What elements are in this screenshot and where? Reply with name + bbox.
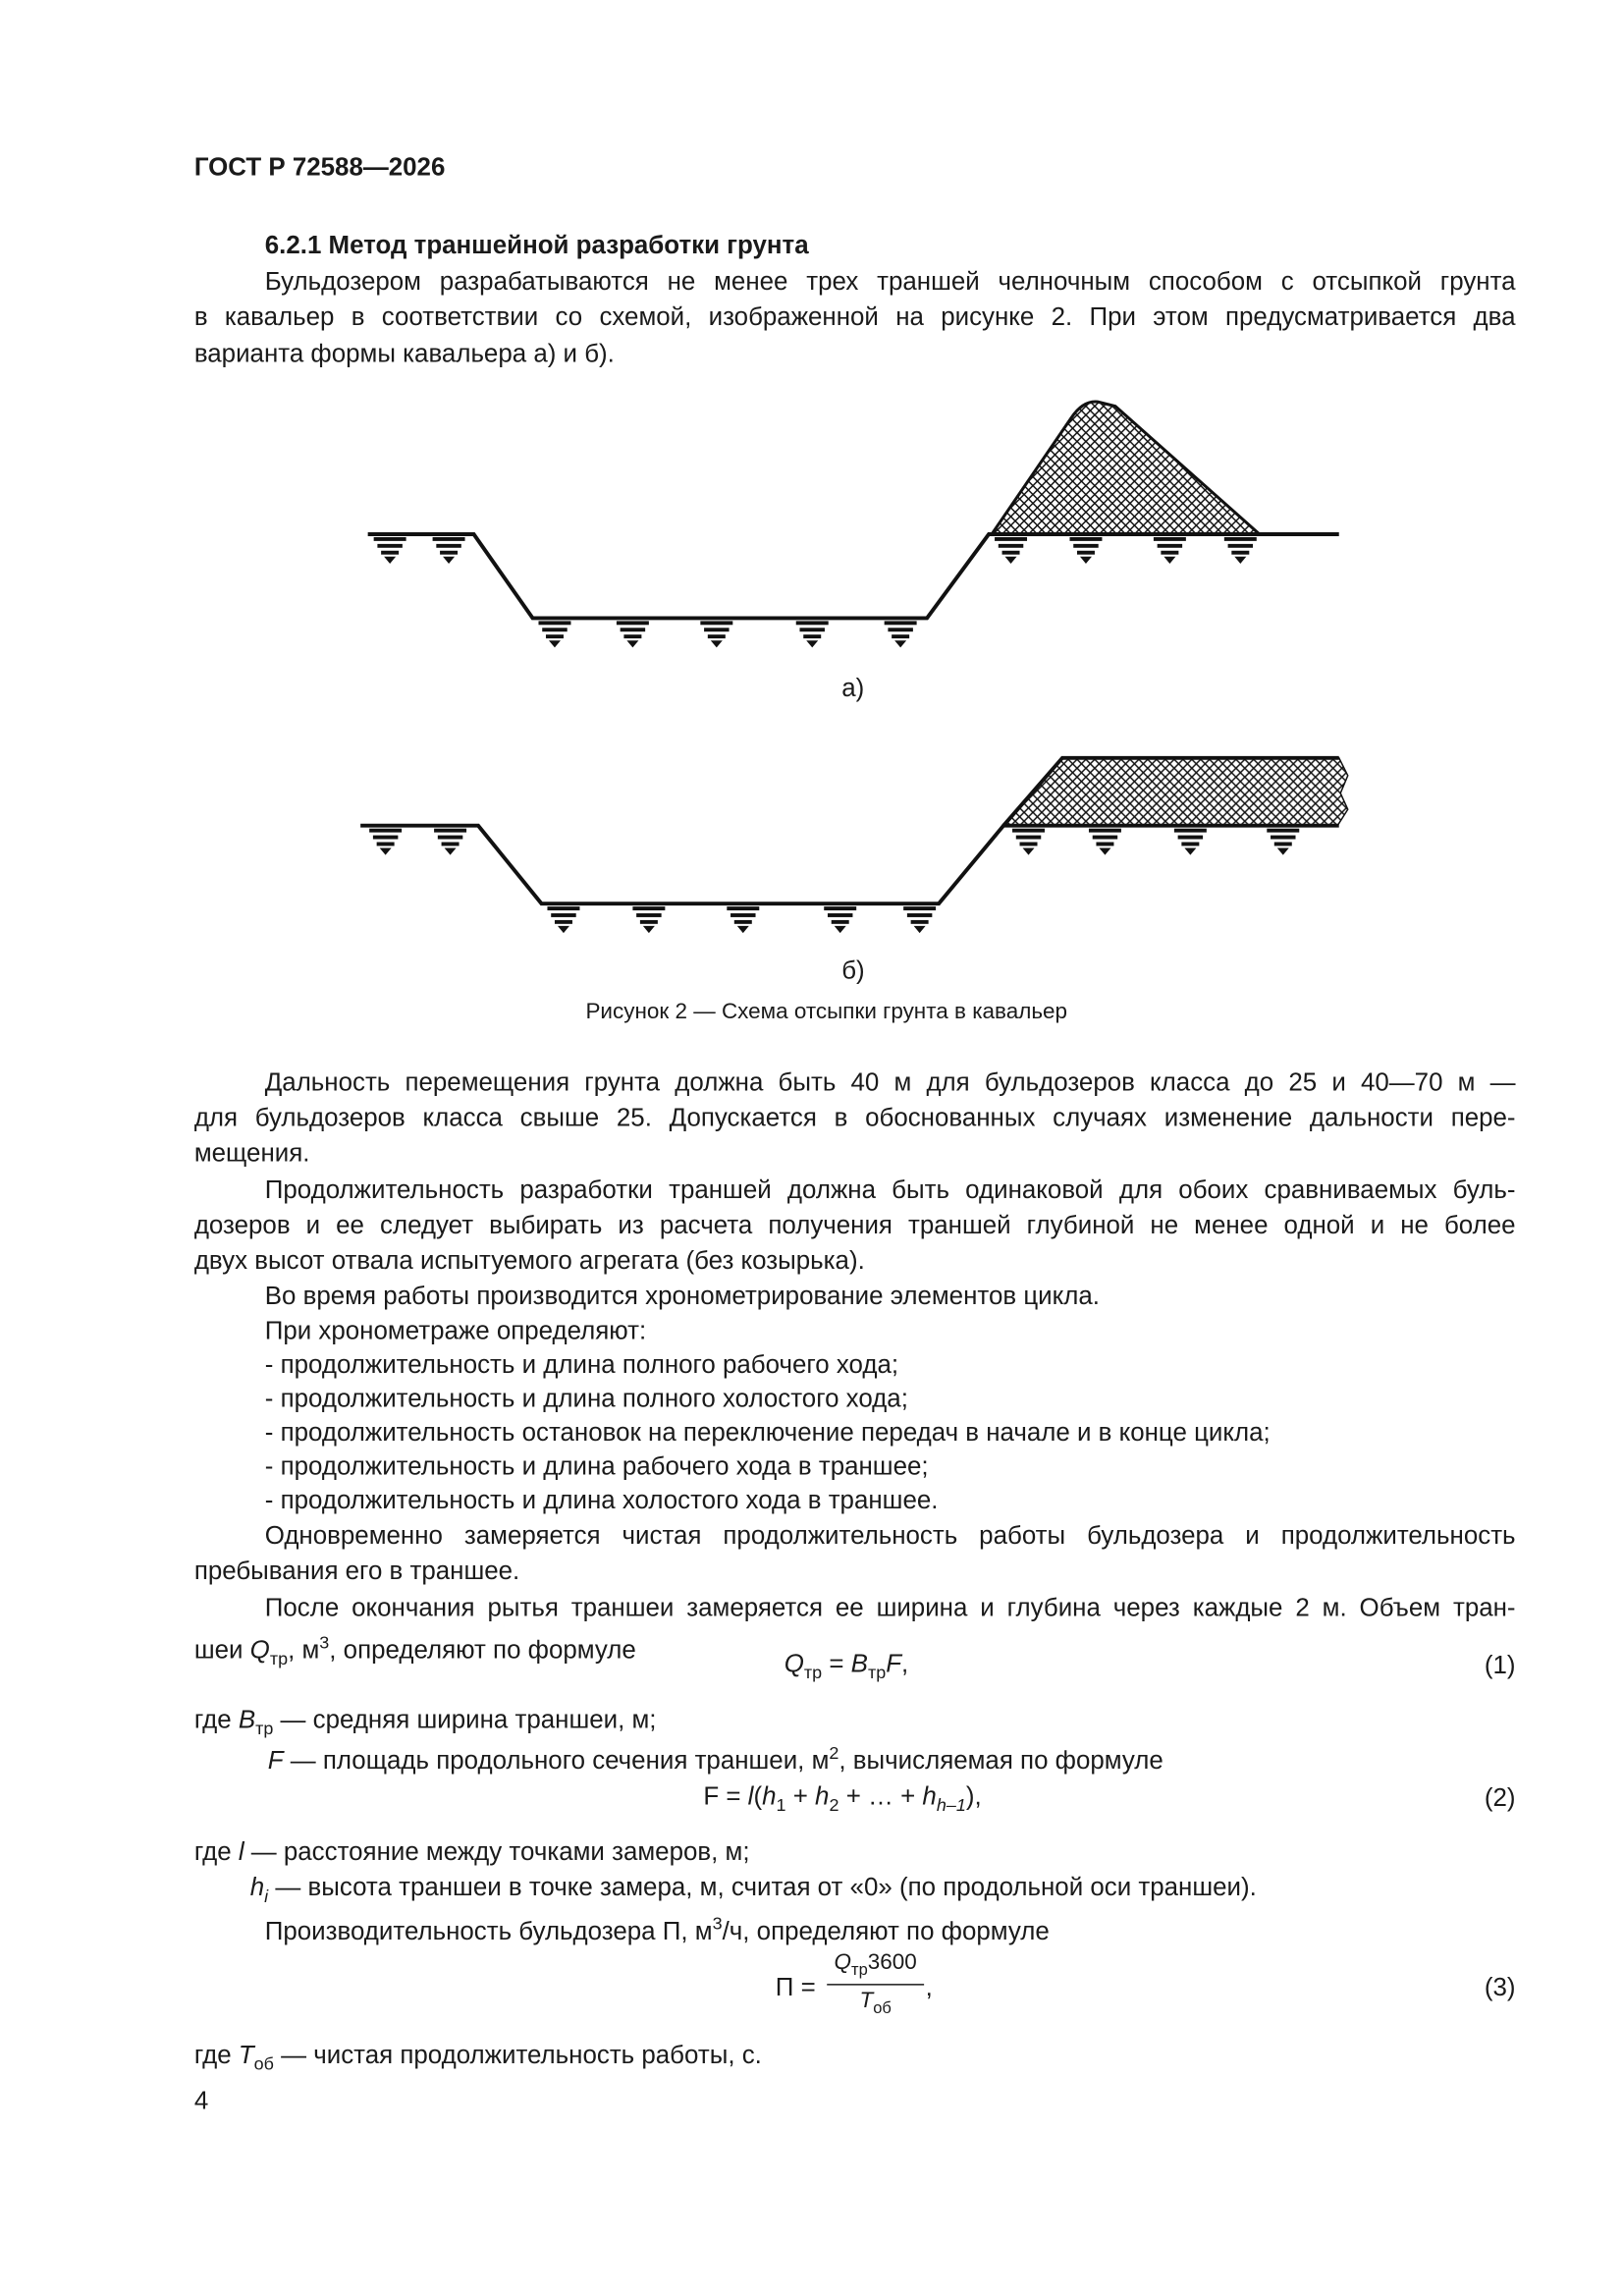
figure-a-label: а) bbox=[841, 672, 865, 702]
paragraph-line: двух высот отвала испытуемого агрегата (без козырька). bbox=[193, 1244, 865, 1275]
figure-caption: Рисунок 2 — Схема отсыпки грунта в кавальер bbox=[585, 999, 1068, 1025]
list-item: - продолжительность и длина рабочего хода в траншее; bbox=[264, 1450, 929, 1481]
equation-3-denominator: $T_{об}$ bbox=[859, 1988, 892, 2018]
list-item: - продолжительность и длина холостого хода в траншее. bbox=[264, 1485, 939, 1515]
definition-line: где $T_{об}$ — чистая продолжительность работы, с. bbox=[193, 2040, 762, 2075]
paragraph-line: в кавальер в соответствии со схемой, изображенной на рисунке 2. При этом предусматривается два bbox=[193, 301, 1516, 332]
paragraph-line: Во время работы производится хронометрирование элементов цикла. bbox=[264, 1280, 1100, 1310]
list-item: - продолжительность и длина полного холостого хода; bbox=[264, 1383, 908, 1413]
page-number: 4 bbox=[193, 2085, 209, 2115]
equation-number: (3) bbox=[1484, 1972, 1516, 2002]
paragraph-line: Одновременно замеряется чистая продолжительность работы бульдозера и продолжительность bbox=[264, 1520, 1516, 1551]
list-item: - продолжительность остановок на переключение передач в начале и в конце цикла; bbox=[264, 1417, 1271, 1448]
figure-b-diagram bbox=[0, 0, 1623, 1030]
paragraph-line: варианта формы кавальера а) и б). bbox=[193, 338, 615, 368]
equation-number: (2) bbox=[1484, 1781, 1516, 1812]
equation-number: (1) bbox=[1484, 1649, 1516, 1679]
paragraph-line: шеи $Q_{тр}$, $м^3$, определяют по формуле bbox=[193, 1631, 636, 1669]
equation-3-lhs: П = bbox=[775, 1972, 816, 2002]
paragraph-line: Дальность перемещения грунта должна быть 40 м для бульдозеров класса до 25 и 40—70 м — bbox=[264, 1066, 1516, 1097]
definition-line: где $B_{тр}$ — средняя ширина траншеи, м; bbox=[193, 1704, 657, 1739]
paragraph-line: для бульдозеров класса свыше 25. Допускается в обоснованных случаях изменение дальности пере- bbox=[193, 1102, 1516, 1132]
equation-1: $Q_{тр} = B_{тр}F$, bbox=[784, 1648, 909, 1683]
definition-line: F — площадь продольного сечения траншеи, $м^2$, вычисляемая по формуле bbox=[267, 1742, 1163, 1775]
section-title: 6.2.1 Метод траншейной разработки грунта bbox=[264, 229, 809, 259]
figure-b-label: б) bbox=[841, 955, 865, 985]
paragraph-line: дозеров и ее следует выбирать из расчета получения траншей глубиной не менее одной и не более bbox=[193, 1209, 1516, 1239]
list-item: - продолжительность и длина полного рабочего хода; bbox=[264, 1349, 899, 1380]
paragraph-line: мещения. bbox=[193, 1137, 310, 1168]
paragraph-line: Продолжительность разработки траншей должна быть одинаковой для обоих сравниваемых буль- bbox=[264, 1174, 1516, 1204]
paragraph-line: При хронометраже определяют: bbox=[264, 1315, 647, 1345]
equation-3-comma: , bbox=[925, 1972, 933, 2002]
paragraph-line: Бульдозером разрабатываются не менее трех траншей челночным способом с отсыпкой грунта bbox=[264, 266, 1516, 297]
paragraph-line: Производительность бульдозера П, $м^3/ч$, определяют по формуле bbox=[264, 1913, 1050, 1945]
definition-line: где l — расстояние между точками замеров, м; bbox=[193, 1836, 750, 1867]
paragraph-line: пребывания его в траншее. bbox=[193, 1556, 520, 1585]
definition-line: $h_i$ — высота траншеи в точке замера, м, считая от «0» (по продольной оси траншеи). bbox=[249, 1872, 1257, 1907]
paragraph-line: После окончания рытья траншеи замеряется ее ширина и глубина через каждые 2 м. Объем тран- bbox=[264, 1592, 1516, 1622]
equation-2: $F = l(h_1 + h_2$ + … + $h_{h-1}$), bbox=[703, 1780, 982, 1816]
equation-3-numerator: $Q_{тр}3600$ bbox=[834, 1949, 917, 1980]
document-code: ГОСТ Р 72588—2026 bbox=[193, 151, 446, 182]
fraction-bar bbox=[827, 1984, 924, 1985]
